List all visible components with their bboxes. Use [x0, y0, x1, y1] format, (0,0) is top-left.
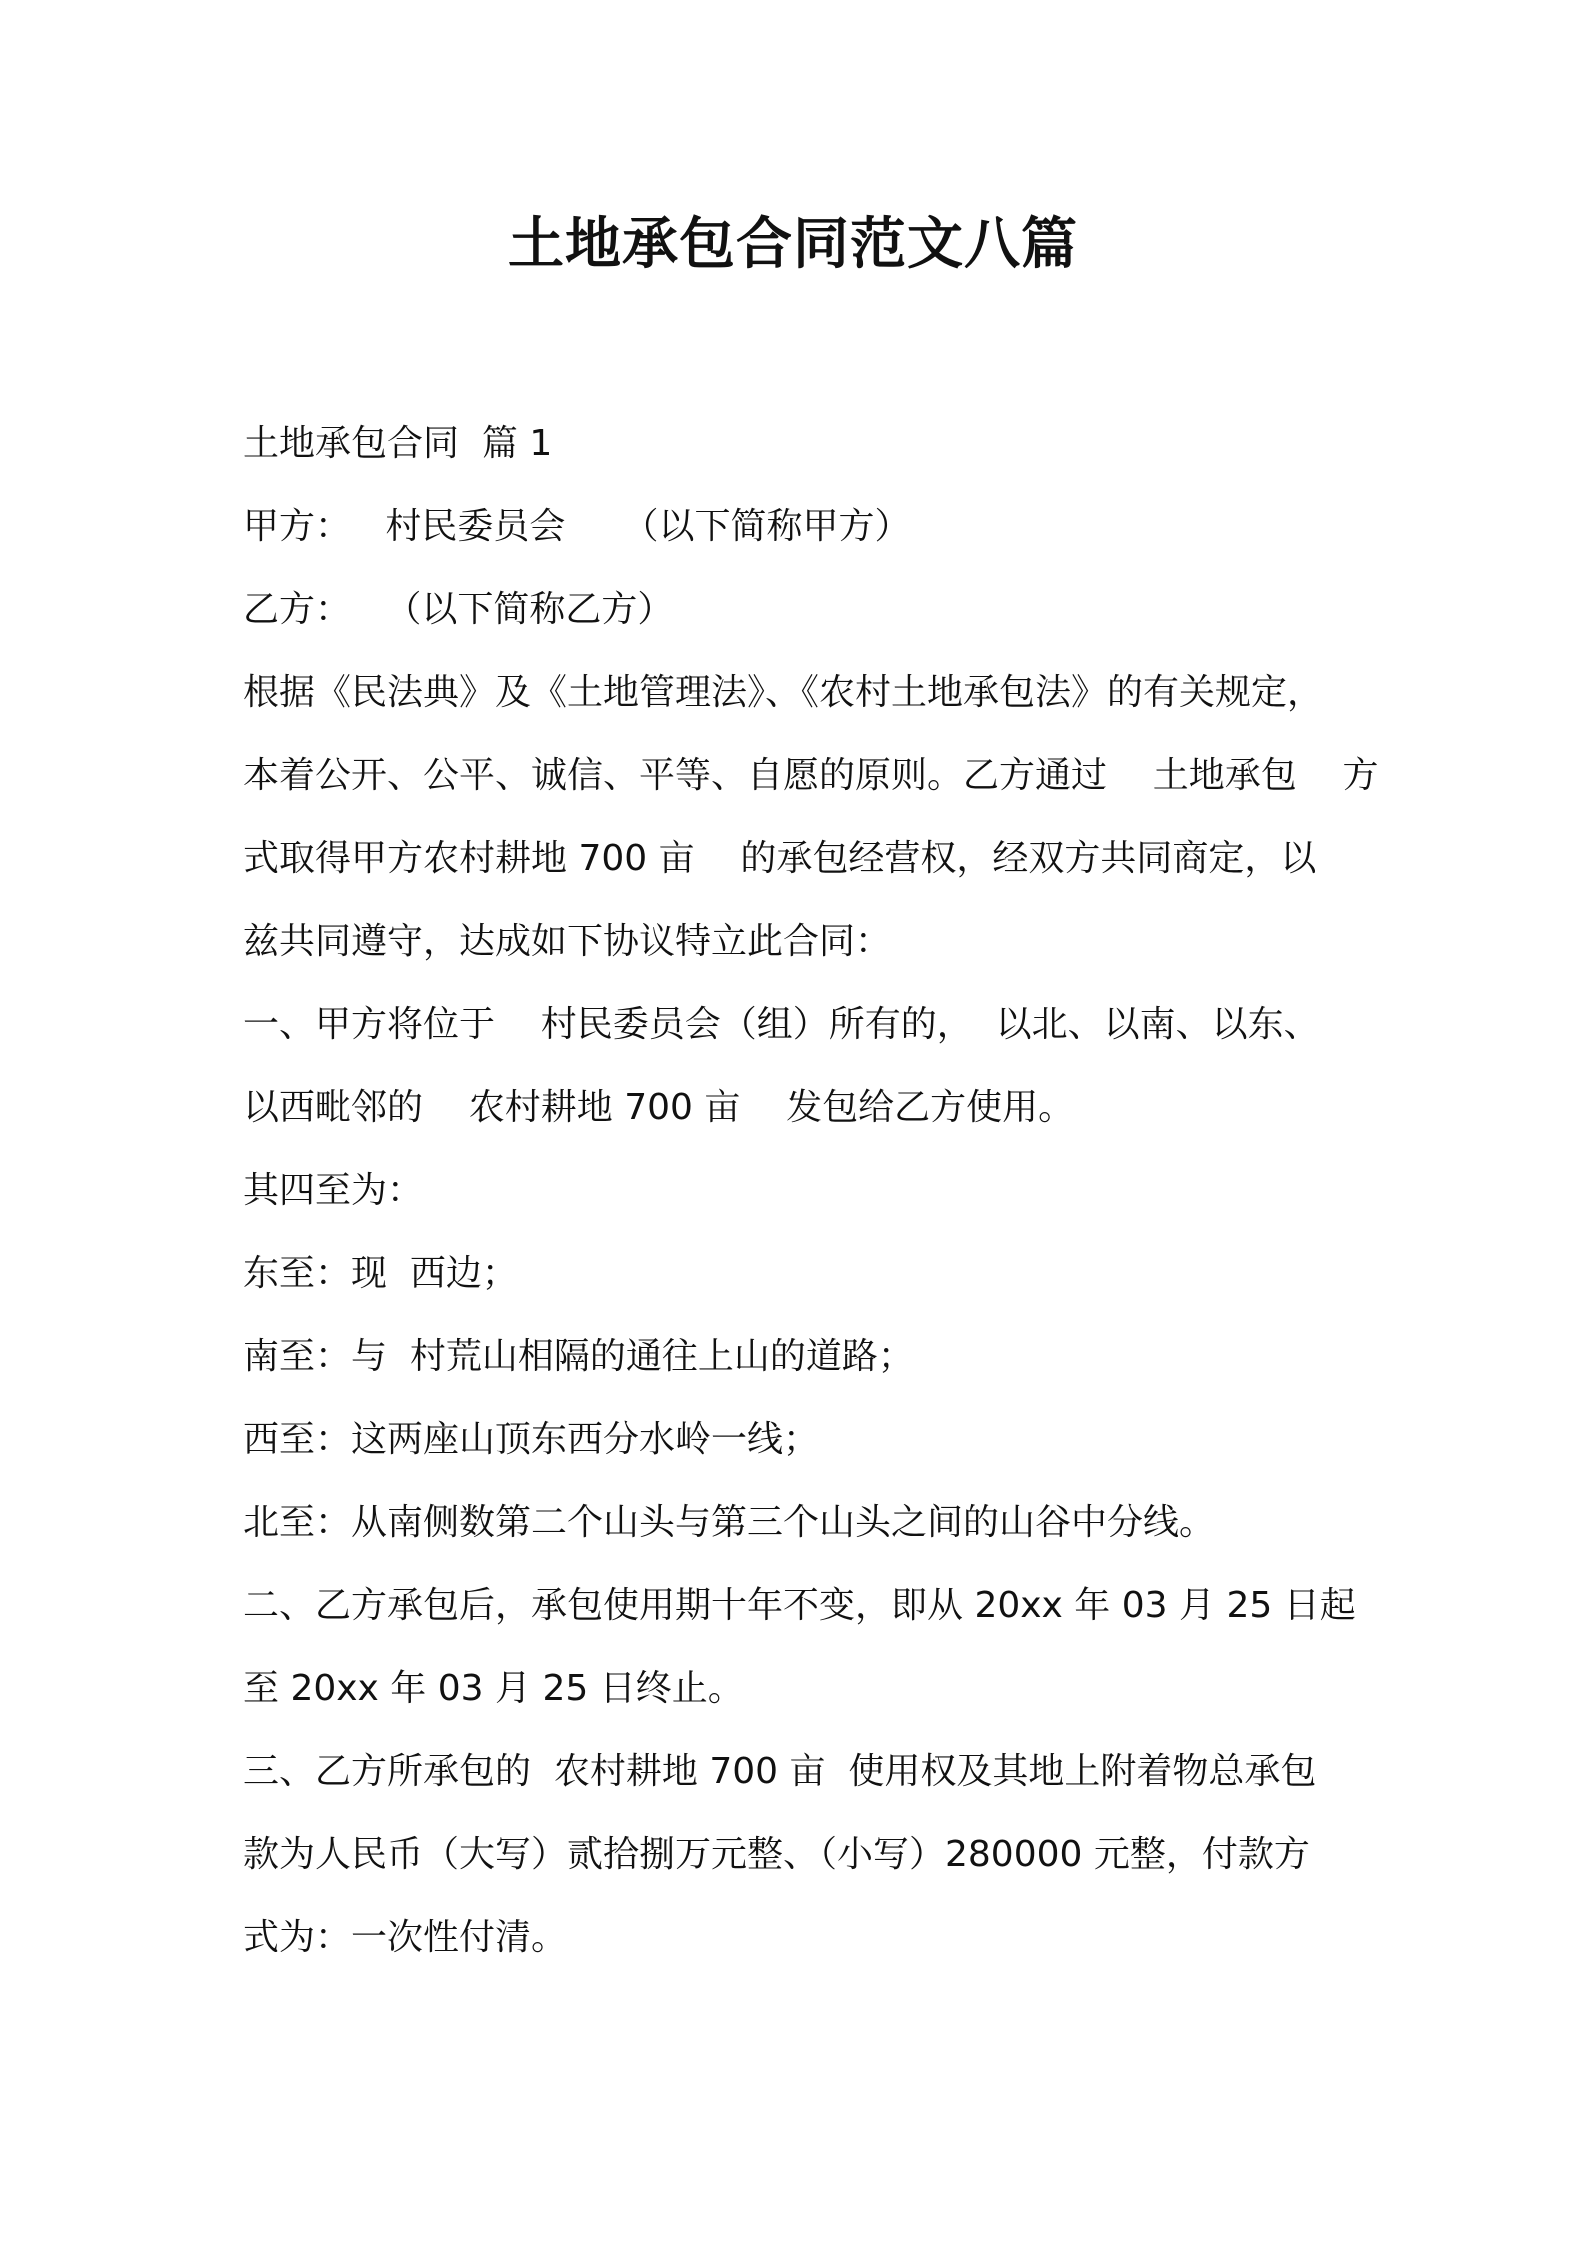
preamble-line-3: 式取得甲方农村耕地 700 亩 的承包经营权，经双方共同商定，以	[243, 838, 1317, 879]
document-title: 土地承包合同范文八篇	[508, 212, 1078, 277]
document-body	[243, 402, 1379, 1979]
boundary-east: 东至：现 西边；	[243, 1253, 518, 1294]
party-b-line: 乙方： （以下简称乙方）	[243, 589, 674, 630]
clause-3-line-2: 款为人民币（大写）贰拾捌万元整、（小写）280000 元整，付款方	[243, 1834, 1310, 1875]
clause-2-line-2: 至 20xx 年 03 月 25 日终止。	[243, 1668, 744, 1709]
clause-1-line-1: 一、甲方将位于 村民委员会（组）所有的， 以北、以南、以东、	[243, 1004, 1320, 1045]
clause-2-line-1: 二、乙方承包后，承包使用期十年不变，即从 20xx 年 03 月 25 日起	[243, 1585, 1356, 1626]
section-heading: 土地承包合同 篇 1	[243, 423, 553, 464]
party-a-line: 甲方： 村民委员会 （以下简称甲方）	[243, 506, 911, 547]
preamble-line-4: 兹共同遵守，达成如下协议特立此合同：	[243, 921, 892, 962]
clause-3-line-3: 式为：一次性付清。	[243, 1917, 568, 1958]
preamble-line-1: 根据《民法典》及《土地管理法》、《农村土地承包法》的有关规定，	[243, 672, 1324, 713]
boundary-north: 北至：从南侧数第二个山头与第三个山头之间的山谷中分线。	[243, 1502, 1216, 1543]
boundaries-heading: 其四至为：	[243, 1170, 424, 1211]
preamble-line-2: 本着公开、公平、诚信、平等、自愿的原则。乙方通过 土地承包 方	[243, 755, 1379, 796]
clause-1-line-2: 以西毗邻的 农村耕地 700 亩 发包给乙方使用。	[243, 1087, 1075, 1128]
boundary-south: 南至：与 村荒山相隔的通往上山的道路；	[243, 1336, 914, 1377]
boundary-west: 西至：这两座山顶东西分水岭一线；	[243, 1419, 820, 1460]
clause-3-line-1: 三、乙方所承包的 农村耕地 700 亩 使用权及其地上附着物总承包	[243, 1751, 1317, 1792]
